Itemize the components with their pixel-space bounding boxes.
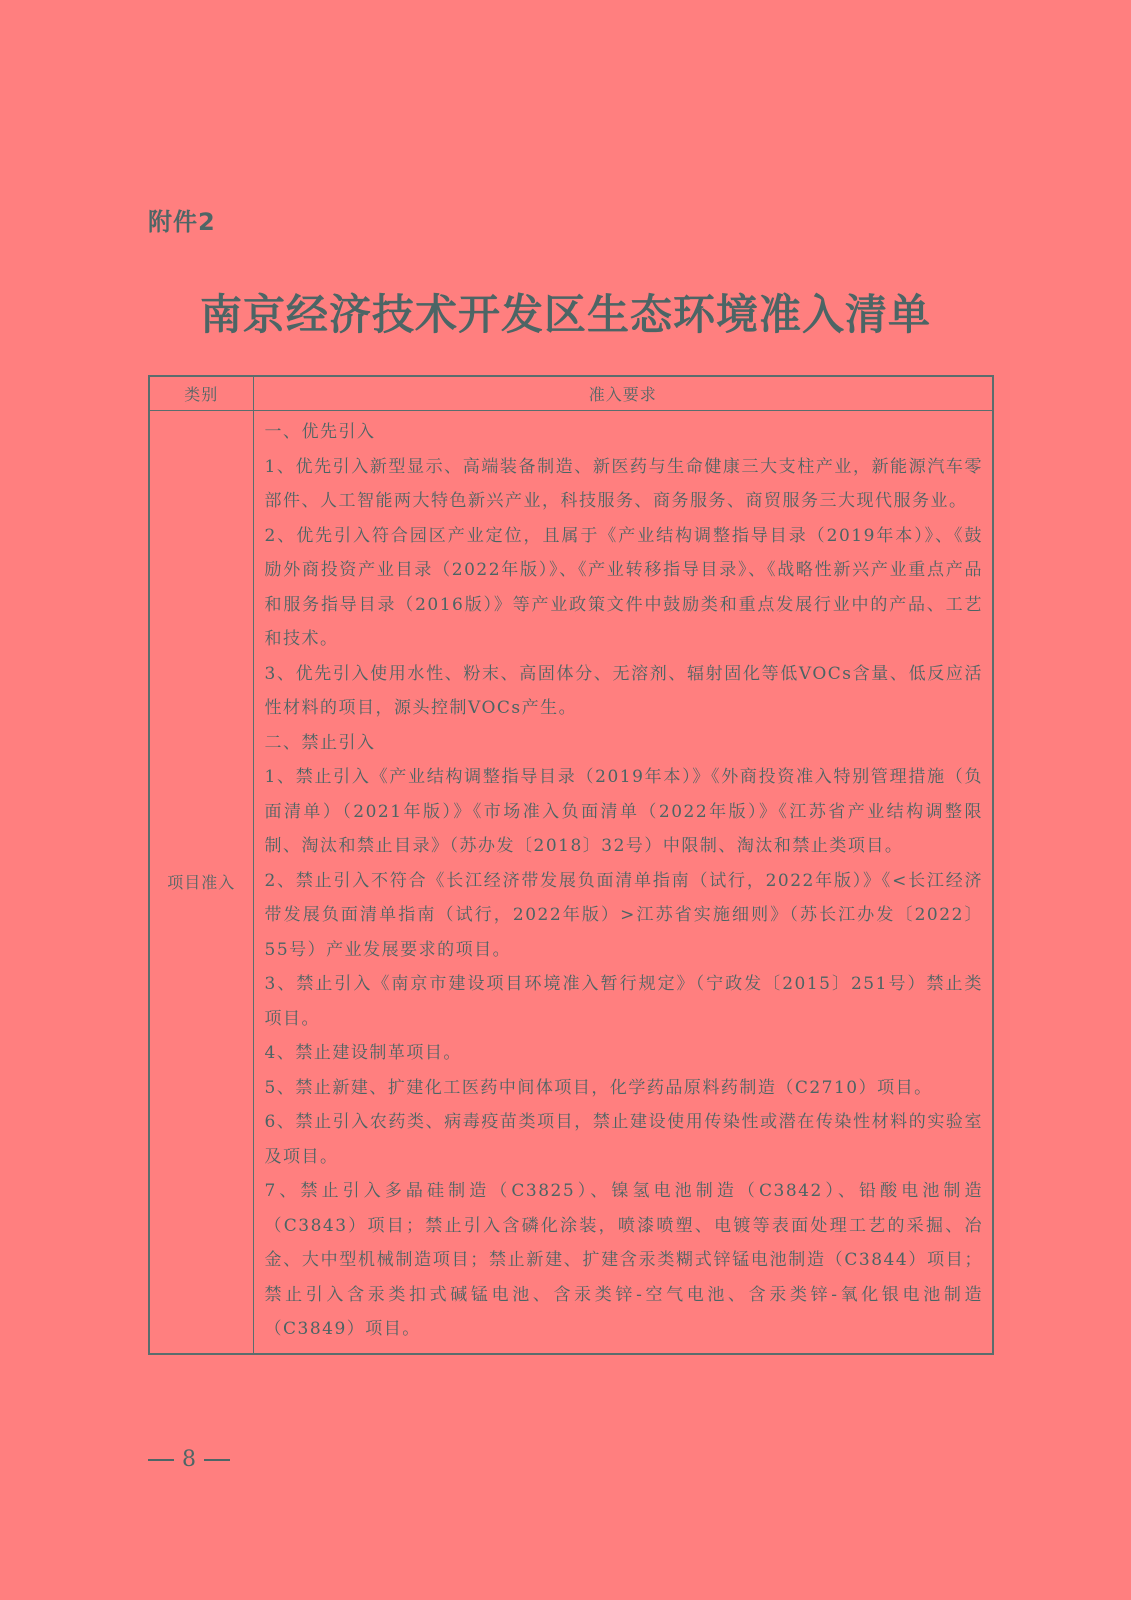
requirement-item: 7、禁止引入多晶硅制造（C3825）、镍氢电池制造（C3842）、铅酸电池制造（C3843）项目；禁止引入含磷化涂装，喷漆喷塑、电镀等表面处理工艺的采掘、冶金、大中型机械制造项目；禁止新建、扩建含汞类糊式锌锰电池制造（C3844）项目；禁止引入含汞类扣式碱锰电池、含汞类锌-空气电池、含汞类锌-氧化银电池制造（C3849）项目。	[264, 1181, 983, 1339]
requirement-item: 3、优先引入使用水性、粉末、高固体分、无溶剂、辐射固化等低VOCs含量、低反应活性材料的项目，源头控制VOCs产生。	[264, 663, 983, 718]
admission-list-table	[148, 375, 994, 1355]
requirement-item: 3、禁止引入《南京市建设项目环境准入暂行规定》（宁政发〔2015〕251号）禁止类项目。	[264, 974, 983, 1029]
requirement-item: 5、禁止新建、扩建化工医药中间体项目，化学药品原料药制造（C2710）项目。	[264, 1077, 933, 1098]
table-header-row	[149, 376, 993, 411]
document-title: 南京经济技术开发区生态环境准入清单	[199, 290, 931, 339]
section-heading-prohibited: 二、禁止引入	[264, 732, 376, 753]
requirements-cell	[253, 411, 993, 1354]
requirement-item: 2、优先引入符合园区产业定位，且属于《产业结构调整指导目录（2019年本）》、《鼓励外商投资产业目录（2022年版）》、《产业转移指导目录》、《战略性新兴产业重点产品和服务指导目录（2016版）》等产业政策文件中鼓励类和重点发展行业中的产品、工艺和技术。	[264, 525, 983, 649]
header-category: 类别	[149, 376, 253, 411]
header-requirements: 准入要求	[253, 376, 993, 411]
requirement-item: 1、优先引入新型显示、高端装备制造、新医药与生命健康三大支柱产业，新能源汽车零部件、人工智能两大特色新兴产业，科技服务、商务服务、商贸服务三大现代服务业。	[264, 456, 983, 511]
page-number-dash-right	[204, 1459, 230, 1461]
page-number-dash-left	[148, 1459, 174, 1461]
page-number	[140, 1447, 238, 1472]
requirement-item: 4、禁止建设制革项目。	[264, 1043, 462, 1063]
page-number-value: 8	[182, 1447, 196, 1472]
requirement-item: 1、禁止引入《产业结构调整指导目录（2019年本）》《外商投资准入特别管理措施（负面清单）（2021年版）》《市场准入负面清单（2022年版）》《江苏省产业结构调整限制、淘汰和禁止目录》（苏办发〔2018〕32号）中限制、淘汰和禁止类项目。	[264, 767, 983, 856]
section-heading-priority: 一、优先引入	[264, 422, 376, 442]
requirement-item: 6、禁止引入农药类、病毒疫苗类项目，禁止建设使用传染性或潜在传染性材料的实验室及项目。	[264, 1112, 983, 1167]
table-row	[149, 411, 993, 1354]
attachment-label: 附件2	[148, 208, 216, 236]
category-cell: 项目准入	[149, 411, 253, 1354]
requirement-item: 2、禁止引入不符合《长江经济带发展负面清单指南（试行，2022年版）》《<长江经济带发展负面清单指南（试行，2022年版）>江苏省实施细则》（苏长江办发〔2022〕55号）产业发展要求的项目。	[264, 870, 983, 960]
